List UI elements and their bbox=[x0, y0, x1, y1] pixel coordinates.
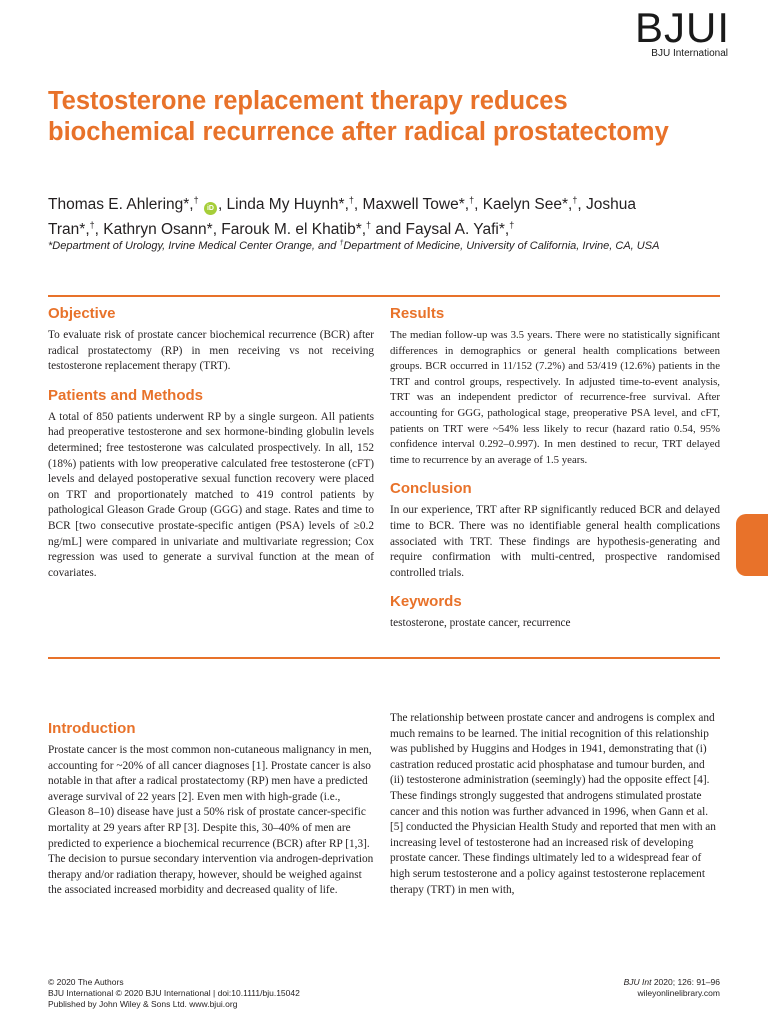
keywords-heading: Keywords bbox=[390, 593, 462, 611]
dagger-mark: † bbox=[348, 195, 354, 205]
author-list bbox=[48, 190, 728, 240]
body-right-text: The relationship between prostate cancer and androgens is complex and much remains to be learned. The initial recognition of this relationship was published by Huggins and Hodges in 1941, demonstrating that (i) castration reduced prostatic acid phosphatase and tumour burden, and (ii) testosterone administration (seemingly) had the opposite effect [4]. These findings strongly suggested that androgens stimulated prostate cancer and this notion was further advanced in 1996, when Gann et al. [5] conducted the Physician Health Study and reported that men with an increasing level of testosterone had an increased risk of developing prostate cancer. These findings ultimately led to a widespread fear of high serum testosterone and a policy against testosterone replacement therapy (TRT) in men with, bbox=[390, 712, 716, 896]
author-text: Thomas E. Ahlering*, bbox=[48, 196, 194, 213]
citation-line bbox=[624, 977, 720, 988]
copyright-line: © 2020 The Authors bbox=[48, 977, 124, 987]
orcid-icon[interactable]: iD bbox=[204, 202, 217, 215]
citation-journal: BJU Int bbox=[623, 977, 652, 987]
conclusion-text: In our experience, TRT after RP significantly reduced BCR and delayed time to BCR. There was no identifiable general health complications associated with TRT. These findings are hypothesis-generating and require confirmation with multi-centred, prospective randomised controlled trials. bbox=[390, 504, 720, 579]
objective-heading: Objective bbox=[48, 305, 116, 322]
affiliation bbox=[48, 236, 718, 254]
dagger-mark: † bbox=[339, 240, 344, 247]
abstract-left-column bbox=[48, 305, 374, 581]
dagger-mark: † bbox=[366, 220, 372, 230]
footer-left bbox=[48, 977, 300, 1010]
dagger-mark: † bbox=[469, 195, 475, 205]
dagger-mark: † bbox=[193, 195, 199, 205]
objective-text: To evaluate risk of prostate cancer biochemical recurrence (BCR) after radical prostatectomy (RP) in men receiving vs not receiving testosterone replacement therapy (TRT). bbox=[48, 329, 374, 373]
results-heading: Results bbox=[390, 305, 445, 322]
journal-logo: BJUI bbox=[634, 4, 730, 51]
keywords-text: testosterone, prostate cancer, recurrence bbox=[390, 617, 571, 630]
section-tab bbox=[736, 514, 768, 576]
article-title: Testosterone replacement therapy reduces biochemical recurrence after radical prostatectomy bbox=[48, 87, 669, 146]
affiliation-text: Department of Medicine, University of California, Irvine, CA, USA bbox=[343, 240, 660, 252]
journal-name: BJU International bbox=[651, 48, 728, 59]
abstract-bottom-rule bbox=[48, 657, 720, 659]
author-text: , Kathryn Osann*, Farouk M. el Khatib*, bbox=[94, 221, 367, 238]
site-link[interactable]: wileyonlinelibrary.com bbox=[637, 988, 720, 998]
dagger-mark: † bbox=[509, 220, 515, 230]
body-right-column bbox=[390, 711, 720, 898]
conclusion-heading: Conclusion bbox=[390, 480, 472, 498]
introduction-heading: Introduction bbox=[48, 720, 136, 737]
methods-heading: Patients and Methods bbox=[48, 386, 204, 404]
author-text: , Kaelyn See*, bbox=[474, 196, 573, 213]
author-text: and Faysal A. Yafi*, bbox=[371, 221, 510, 238]
introduction-text: Prostate cancer is the most common non-cutaneous malignancy in men, accounting for ~20% of all cancer diagnoses [1]. Prostate cancer is also notable in that after a radical prostatectomy (RP) men have a predicted average survival of 22 years [2]. Even men with high-grade (i.e., Gleason 8–10) disease have just a 50% risk of prostate cancer-specific mortality at 29 years after RP [3]. Despite this, 30–40% of men are predicted to experience a biochemical recurrence (BCR) after RP [1,3]. The decision to pursue secondary intervention via androgen-deprivation therapy and/or radiation therapy, however, should be weighed against the associated increased morbidity and decreased quality of life. bbox=[48, 744, 374, 897]
abstract-right-column bbox=[390, 305, 720, 632]
dagger-mark: † bbox=[89, 220, 95, 230]
author-text: , Maxwell Towe*, bbox=[353, 196, 470, 213]
methods-text: A total of 850 patients underwent RP by a single surgeon. All patients had preoperative testosterone and sex hormone-binding globulin levels determined; free testosterone was calculated prospectively. In all, 152 (18%) patients with low preoperative calculated free testosterone (cFT) levels and delayed postoperative sexual function recovery were placed on TRT and proportionately matched to 419 control patients by pathological Gleason Grade Group (GGG) and stage. Rates and time to BCR [two consecutive prostate-specific antigen (PSA) levels of ≥0.2 ng/mL] were compared in univariate and multivariate regression; Cox regression was used to generate a survival function at the mean of covariates. bbox=[48, 410, 374, 579]
dagger-mark: † bbox=[572, 195, 578, 205]
affiliation-text: *Department of Urology, Irvine Medical Center Orange, and bbox=[48, 240, 340, 252]
author-text: , Joshua bbox=[577, 196, 636, 213]
journal-doi-line: BJU International © 2020 BJU International | doi:10.1111/bju.15042 bbox=[48, 988, 300, 998]
results-text: The median follow-up was 3.5 years. There were no statistically significant differences in demographics or general health complications between groups. BCR occurred in 11/152 (7.2%) and 53/419 (12.6%) patients in the TRT and control groups, respectively. In adjusted time-to-event analysis, TRT was an independent predictor of recurrence-free survival. After accounting for GGG, pathological stage, preoperative PSA level, and cFT, patients on TRT were ~54% less likely to recur (hazard ratio 0.54, 95% confidence interval 0.292–0.997). In men destined to recur, TRT delayed time to recurrence by an average of 1.5 years. bbox=[390, 329, 720, 466]
abstract-top-rule bbox=[48, 295, 720, 297]
introduction-column bbox=[48, 720, 374, 899]
footer-right bbox=[624, 977, 720, 999]
author-text: , Linda My Huynh*, bbox=[217, 196, 349, 213]
publisher-line: Published by John Wiley & Sons Ltd. www.bjui.org bbox=[48, 999, 238, 1009]
citation-rest: 2020; 126: 91–96 bbox=[651, 977, 720, 987]
author-text: Tran*, bbox=[48, 221, 90, 238]
